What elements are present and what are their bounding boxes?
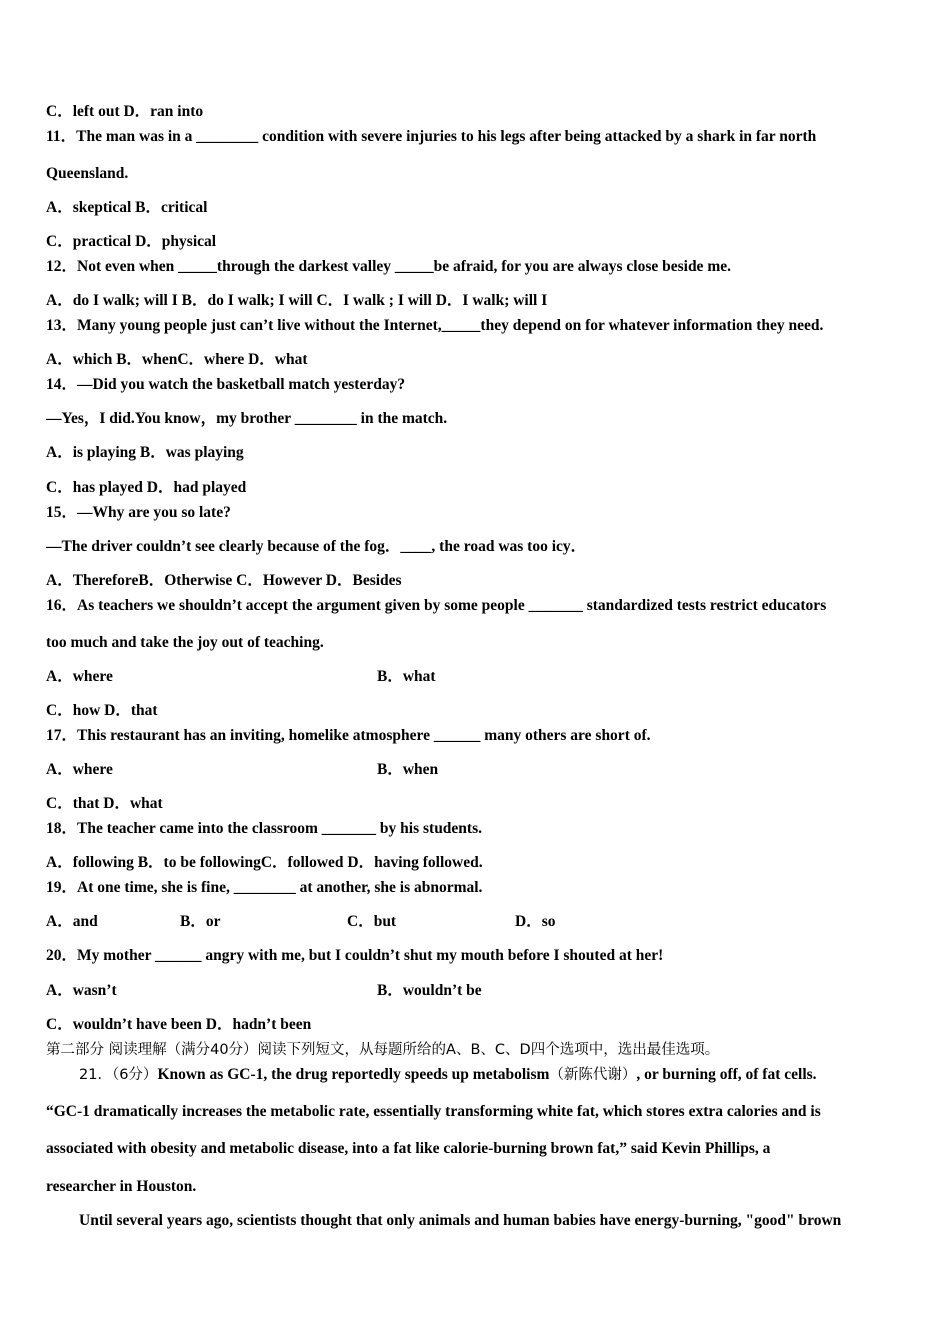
passage-paragraph-2: Until several years ago, scientists thought that only animals and human babies have energy-burning, "good" brown bbox=[79, 1212, 842, 1229]
passage-text: , or burning off, of fat cells. bbox=[636, 1066, 817, 1083]
q11-options-cd: C．practical D．physical bbox=[46, 233, 217, 250]
q12-options: A．do I walk; will I B．do I walk; I will C．I walk ; I will D．I walk; will I bbox=[46, 292, 548, 309]
q20-option-b: B．wouldn’t be bbox=[377, 982, 482, 999]
q16-stem-cont: too much and take the joy out of teaching. bbox=[46, 634, 324, 651]
q17-options-cd: C．that D．what bbox=[46, 795, 163, 812]
q16-option-a: A．where bbox=[46, 668, 113, 685]
passage-line: associated with obesity and metabolic disease, into a fat like calorie-burning brown fat,” said Kevin Phillips, a bbox=[46, 1140, 771, 1157]
q20-stem: 20．My mother ______ angry with me, but I couldn’t shut my mouth before I shouted at her! bbox=[46, 947, 664, 964]
q14-reply: —Yes，I did.You know，my brother ________ in the match. bbox=[46, 410, 448, 427]
q13-options: A．which B．whenC．where D．what bbox=[46, 351, 308, 368]
q11-options-ab: A．skeptical B．critical bbox=[46, 199, 208, 216]
q17-stem: 17．This restaurant has an inviting, homelike atmosphere ______ many others are short of. bbox=[46, 727, 651, 744]
passage-first-line bbox=[79, 1066, 817, 1084]
q19-option-a: A．and bbox=[46, 913, 98, 930]
q16-options-cd: C．how D．that bbox=[46, 702, 158, 719]
passage-line: “GC-1 dramatically increases the metabolic rate, essentially transforming white fat, which stores extra calories and is bbox=[46, 1103, 821, 1120]
q19-option-b: B．or bbox=[180, 913, 221, 930]
q19-stem: 19．At one time, she is fine, ________ at another, she is abnormal. bbox=[46, 879, 483, 896]
q17-option-a: A．where bbox=[46, 761, 113, 778]
passage-text: Known as GC-1, the drug reportedly speeds up metabolism bbox=[157, 1066, 550, 1083]
passage-line: researcher in Houston. bbox=[46, 1178, 197, 1195]
q14-options-cd: C．has played D．had played bbox=[46, 479, 247, 496]
passage-cn-gloss: （新陈代谢） bbox=[549, 1067, 637, 1083]
q18-stem: 18．The teacher came into the classroom _______ by his students. bbox=[46, 820, 482, 837]
section-heading: 第二部分 阅读理解（满分40分）阅读下列短文，从每题所给的A、B、C、D四个选项中，选出最佳选项。 bbox=[46, 1042, 720, 1058]
q11-stem-cont: Queensland. bbox=[46, 165, 129, 182]
q14-stem: 14．—Did you watch the basketball match yesterday? bbox=[46, 376, 406, 393]
q15-options: A．ThereforeB．Otherwise C．However D．Besides bbox=[46, 572, 402, 589]
q15-reply: —The driver couldn’t see clearly because of the fog．____, the road was too icy． bbox=[46, 538, 587, 555]
q19-option-c: C．but bbox=[347, 913, 397, 930]
q16-option-b: B．what bbox=[377, 668, 436, 685]
q11-stem: 11．The man was in a ________ condition with severe injuries to his legs after being attacked by a shark in far north bbox=[46, 128, 817, 145]
q18-options: A．following B．to be followingC．followed D．having followed. bbox=[46, 854, 483, 871]
q14-options-ab: A．is playing B．was playing bbox=[46, 444, 244, 461]
q20-option-a: A．wasn’t bbox=[46, 982, 117, 999]
q20-options-cd: C．wouldn’t have been D．hadn’t been bbox=[46, 1016, 312, 1033]
q19-option-d: D．so bbox=[515, 913, 556, 930]
q10-options-cd: C．left out D．ran into bbox=[46, 103, 204, 120]
q12-stem: 12．Not even when _____through the darkest valley _____be afraid, for you are always close beside me. bbox=[46, 258, 731, 275]
q13-stem: 13．Many young people just can’t live without the Internet,_____they depend on for whatever information they need. bbox=[46, 317, 824, 334]
q16-stem: 16．As teachers we shouldn’t accept the argument given by some people _______ standardized tests restrict educators bbox=[46, 597, 827, 614]
q21-number: 21．（6分） bbox=[79, 1067, 158, 1083]
q17-option-b: B．when bbox=[377, 761, 439, 778]
q15-stem: 15．—Why are you so late? bbox=[46, 504, 231, 521]
